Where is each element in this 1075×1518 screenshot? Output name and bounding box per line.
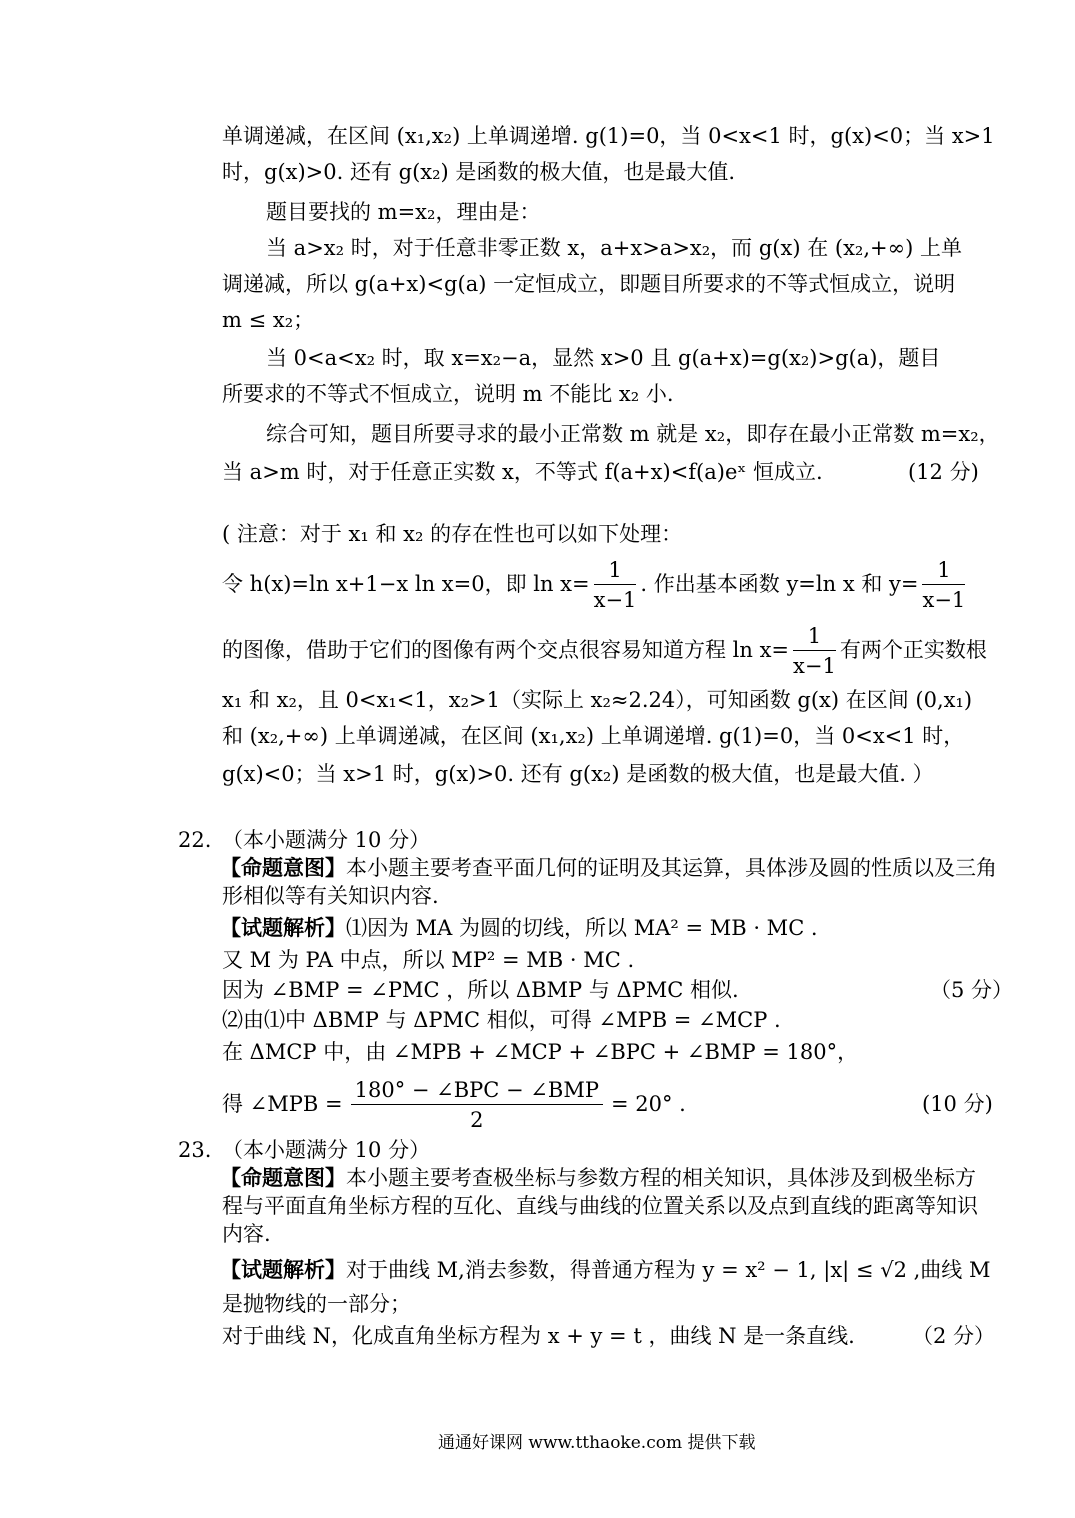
fraction-numerator: 1	[594, 556, 637, 585]
text-line: 当 0<a<x₂ 时，取 x=x₂−a，显然 x>0 且 g(a+x)=g(x₂)>g(a)，题目	[266, 346, 941, 370]
analysis-line	[220, 914, 818, 942]
analysis-line: 在 ΔMCP 中，由 ∠MPB + ∠MCP + ∠BPC + ∠BMP = 180°，	[222, 1040, 859, 1064]
analysis-equation-line	[222, 1072, 686, 1136]
intent-line	[220, 854, 997, 882]
analysis-text: 对于曲线 M,消去参数，得普通方程为 y = x² − 1, |x| ≤ √2 ,曲线 M	[346, 1258, 991, 1282]
intent-line: 形相似等有关知识内容.	[222, 884, 439, 908]
text-line: m ≤ x₂；	[222, 308, 315, 332]
intent-text: 本小题主要考查平面几何的证明及其运算，具体涉及圆的性质以及三角	[346, 856, 997, 880]
score-label: （2 分）	[912, 1324, 996, 1348]
analysis-line: 又 M 为 PA 中点，所以 MP² = MB · MC .	[222, 948, 635, 972]
page-footer: 通通好课网 www.tthaoke.com 提供下载	[438, 1433, 756, 1453]
text-line: 当 a>x₂ 时，对于任意非零正数 x，a+x>a>x₂，而 g(x) 在 (x₂,+∞) 上单	[266, 236, 962, 260]
text-line: 和 (x₂,+∞) 上单调递减，在区间 (x₁,x₂) 上单调递增. g(1)=0，当 0<x<1 时，	[222, 724, 965, 748]
text-line: 单调递减，在区间 (x₁,x₂) 上单调递增. g(1)=0，当 0<x<1 时，g(x)<0；当 x>1	[222, 124, 995, 148]
fraction	[922, 556, 965, 615]
text-line: 调递减，所以 g(a+x)<g(a) 一定恒成立，即题目所要求的不等式恒成立，说明	[222, 272, 956, 296]
text-line: 题目要找的 m=x₂，理由是：	[266, 200, 541, 224]
text-line: 所要求的不等式不恒成立，说明 m 不能比 x₂ 小.	[222, 382, 674, 406]
score-label: （5 分）	[930, 978, 1014, 1002]
question-header: （本小题满分 10 分）	[222, 1138, 431, 1162]
intent-tag: 【命题意图】	[220, 855, 346, 880]
equation-text: 得 ∠MPB =	[222, 1092, 343, 1116]
analysis-line: ⑵由⑴中 ΔBMP 与 ΔPMC 相似，可得 ∠MPB = ∠MCP .	[222, 1008, 781, 1032]
fraction	[351, 1076, 603, 1135]
fraction-numerator: 180° − ∠BPC − ∠BMP	[351, 1076, 603, 1105]
equation-text: 令 h(x)=ln x+1−x ln x=0，即 ln x=	[222, 572, 590, 596]
fraction-denominator: x−1	[793, 654, 836, 678]
text-line: x₁ 和 x₂，且 0<x₁<1，x₂>1（实际上 x₂≈2.24），可知函数 g(x) 在区间 (0,x₁)	[222, 688, 973, 712]
analysis-tag: 【试题解析】	[220, 915, 346, 940]
text-line: 综合可知，题目所要寻求的最小正常数 m 就是 x₂，即存在最小正常数 m=x₂，	[266, 422, 1000, 446]
question-header: （本小题满分 10 分）	[222, 828, 431, 852]
text-line: g(x)<0；当 x>1 时，g(x)>0. 还有 g(x₂) 是函数的极大值，也是最大值. ）	[222, 762, 934, 786]
intent-line	[220, 1164, 976, 1192]
score-label: (10 分)	[922, 1092, 993, 1116]
intent-tag: 【命题意图】	[220, 1165, 346, 1190]
equation-text: = 20° .	[610, 1092, 686, 1116]
analysis-line: 是抛物线的一部分；	[222, 1292, 411, 1316]
fraction	[793, 622, 836, 681]
analysis-tag: 【试题解析】	[220, 1257, 346, 1282]
fraction-denominator: 2	[470, 1108, 484, 1132]
analysis-line: 对于曲线 N，化成直角坐标方程为 x + y = t ，曲线 N 是一条直线.	[222, 1324, 855, 1348]
score-label: (12 分)	[908, 460, 979, 484]
text-line: 当 a>m 时，对于任意正实数 x，不等式 f(a+x)<f(a)eˣ 恒成立.	[222, 460, 823, 484]
fraction-denominator: x−1	[922, 588, 966, 612]
fraction	[594, 556, 637, 615]
fraction-numerator: 1	[922, 556, 965, 585]
analysis-text: ⑴因为 MA 为圆的切线，所以 MA² = MB · MC .	[346, 916, 818, 940]
equation-text: . 作出基本函数 y=ln x 和 y=	[640, 572, 919, 596]
equation-text: 的图像，借助于它们的图像有两个交点很容易知道方程 ln x=	[222, 638, 790, 662]
analysis-line	[220, 1256, 990, 1284]
equation-text: 有两个正实数根	[839, 638, 987, 662]
intent-text: 本小题主要考查极坐标与参数方程的相关知识，具体涉及到极坐标方	[346, 1166, 976, 1190]
analysis-line: 因为 ∠BMP = ∠PMC ，所以 ΔBMP 与 ΔPMC 相似.	[222, 978, 739, 1002]
text-line: 时，g(x)>0. 还有 g(x₂) 是函数的极大值，也是最大值.	[222, 160, 736, 184]
intent-line: 程与平面直角坐标方程的互化、直线与曲线的位置关系以及点到直线的距离等知识	[222, 1194, 978, 1218]
question-number: 23.	[178, 1138, 212, 1162]
fraction-numerator: 1	[793, 622, 836, 651]
note-line: ( 注意：对于 x₁ 和 x₂ 的存在性也可以如下处理：	[222, 522, 683, 546]
fraction-denominator: x−1	[593, 588, 637, 612]
intent-line: 内容.	[222, 1222, 271, 1246]
question-number: 22.	[178, 828, 212, 852]
note-equation-line	[222, 618, 987, 682]
note-equation-line	[222, 552, 969, 616]
